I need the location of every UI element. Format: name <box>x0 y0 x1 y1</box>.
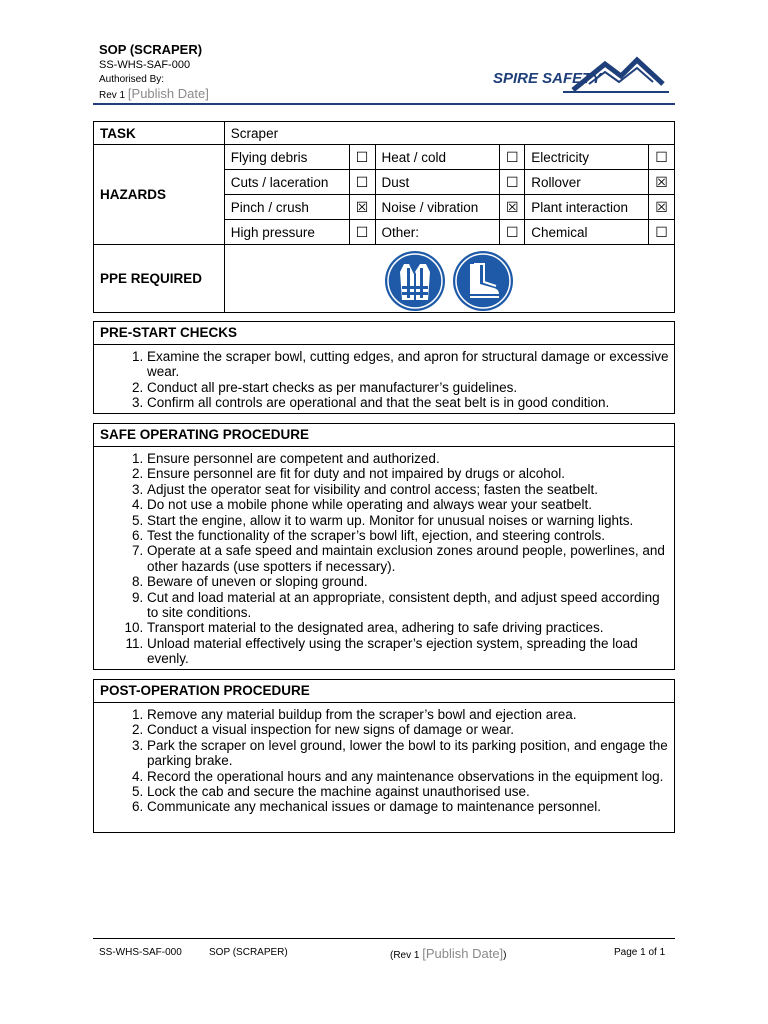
footer-revision-close: ) <box>503 950 507 961</box>
hazard-label: Noise / vibration <box>375 195 500 220</box>
hazards-label: HAZARDS <box>94 145 225 245</box>
section-title: SAFE OPERATING PROCEDURE <box>94 424 674 447</box>
hazard-label: Rollover <box>525 170 649 195</box>
document-code: SS-WHS-SAF-000 <box>99 59 191 71</box>
procedure-step: 2. Conduct a visual inspection for new signs of damage or wear. <box>147 722 674 737</box>
hazard-checkbox[interactable]: ☐ <box>500 145 525 170</box>
hazard-checkbox[interactable]: ☒ <box>500 195 525 220</box>
procedure-step: 1. Examine the scraper bowl, cutting edges, and apron for structural damage or excessive wear. <box>147 349 674 380</box>
footer-revision <box>390 946 507 961</box>
section-title: PRE-START CHECKS <box>94 322 674 345</box>
document-title: SOP (SCRAPER) <box>99 42 203 57</box>
post-operation-list <box>94 707 674 815</box>
safe-operating-procedure-section <box>93 423 675 670</box>
procedure-step: 2. Conduct all pre-start checks as per manufacturer’s guidelines. <box>147 380 674 395</box>
hazard-label: Plant interaction <box>525 195 649 220</box>
hazard-label: Cuts / laceration <box>224 170 349 195</box>
authorised-by-label: Authorised By: <box>99 74 165 85</box>
hazard-label: High pressure <box>224 220 349 245</box>
footer-revision-open: (Rev 1 <box>390 950 420 961</box>
hazard-row <box>94 145 675 170</box>
section-title: POST-OPERATION PROCEDURE <box>94 680 674 703</box>
hazard-checkbox[interactable]: ☐ <box>349 145 375 170</box>
procedure-step: 5. Start the engine, allow it to warm up. Monitor for unusual noises or warning lights. <box>147 513 674 528</box>
hazard-label: Heat / cold <box>375 145 500 170</box>
procedure-step: 7. Operate at a safe speed and maintain exclusion zones around people, powerlines, and other hazards (use spotters if necessary). <box>147 543 674 574</box>
task-hazards-table <box>93 121 675 313</box>
procedure-step: 3. Park the scraper on level ground, lower the bowl to its parking position, and engage the parking brake. <box>147 738 674 769</box>
revision-label: Rev 1 <box>99 90 126 101</box>
task-row <box>94 122 675 145</box>
task-label: TASK <box>94 122 225 145</box>
hazard-checkbox[interactable]: ☐ <box>649 220 675 245</box>
procedure-step: 4. Record the operational hours and any maintenance observations in the equipment log. <box>147 769 674 784</box>
hazard-label: Electricity <box>525 145 649 170</box>
ppe-label: PPE REQUIRED <box>94 245 225 313</box>
hazard-checkbox[interactable]: ☐ <box>349 220 375 245</box>
procedure-step: 1. Remove any material buildup from the scraper’s bowl and ejection area. <box>147 707 674 722</box>
hazard-checkbox[interactable]: ☒ <box>349 195 375 220</box>
safety-boots-icon <box>452 250 514 312</box>
hazard-label: Pinch / crush <box>224 195 349 220</box>
post-operation-procedure-section <box>93 679 675 833</box>
procedure-step: 1. Ensure personnel are competent and authorized. <box>147 451 674 466</box>
hazard-label: Other: <box>375 220 500 245</box>
procedure-step: 8. Beware of uneven or sloping ground. <box>147 574 674 589</box>
procedure-step: 3. Adjust the operator seat for visibility and control access; fasten the seatbelt. <box>147 482 674 497</box>
procedure-step: 4. Do not use a mobile phone while operating and always wear your seatbelt. <box>147 497 674 512</box>
task-value: Scraper <box>224 122 674 145</box>
footer-title: SOP (SCRAPER) <box>209 947 288 958</box>
logo-text: SPIRE SAFETY <box>493 70 602 87</box>
ppe-icons-cell <box>224 245 674 313</box>
procedure-step: 5. Lock the cab and secure the machine against unauthorised use. <box>147 784 674 799</box>
prestart-checks-section <box>93 321 675 414</box>
hazard-checkbox[interactable]: ☐ <box>349 170 375 195</box>
spire-safety-logo <box>493 54 669 94</box>
hazard-label: Chemical <box>525 220 649 245</box>
procedure-step: 3. Confirm all controls are operational and that the seat belt is in good condition. <box>147 395 674 410</box>
publish-date-placeholder: [Publish Date] <box>127 86 209 101</box>
footer-divider <box>93 938 675 939</box>
footer-publish-date: [Publish Date] <box>422 946 504 961</box>
hazard-checkbox[interactable]: ☐ <box>649 145 675 170</box>
hazard-checkbox[interactable]: ☒ <box>649 170 675 195</box>
hi-vis-vest-icon <box>384 250 446 312</box>
revision-line <box>99 86 209 101</box>
hazard-checkbox[interactable]: ☐ <box>500 220 525 245</box>
header-divider <box>93 103 675 105</box>
hazard-checkbox[interactable]: ☒ <box>649 195 675 220</box>
hazard-label: Flying debris <box>224 145 349 170</box>
procedure-step: 9. Cut and load material at an appropriate, consistent depth, and adjust speed according to site conditions. <box>147 590 674 621</box>
safe-operating-list <box>94 451 674 667</box>
ppe-row <box>94 245 675 313</box>
procedure-step: 6. Test the functionality of the scraper’s bowl lift, ejection, and steering controls. <box>147 528 674 543</box>
procedure-step: 6. Communicate any mechanical issues or damage to maintenance personnel. <box>147 799 674 814</box>
procedure-step: 10. Transport material to the designated area, adhering to safe driving practices. <box>147 620 674 635</box>
prestart-list <box>94 349 674 411</box>
hazard-label: Dust <box>375 170 500 195</box>
hazard-checkbox[interactable]: ☐ <box>500 170 525 195</box>
footer-code: SS-WHS-SAF-000 <box>99 947 182 958</box>
page-number: Page 1 of 1 <box>614 947 666 958</box>
procedure-step: 11. Unload material effectively using the scraper’s ejection system, spreading the load evenly. <box>147 636 674 667</box>
procedure-step: 2. Ensure personnel are fit for duty and not impaired by drugs or alcohol. <box>147 466 674 481</box>
